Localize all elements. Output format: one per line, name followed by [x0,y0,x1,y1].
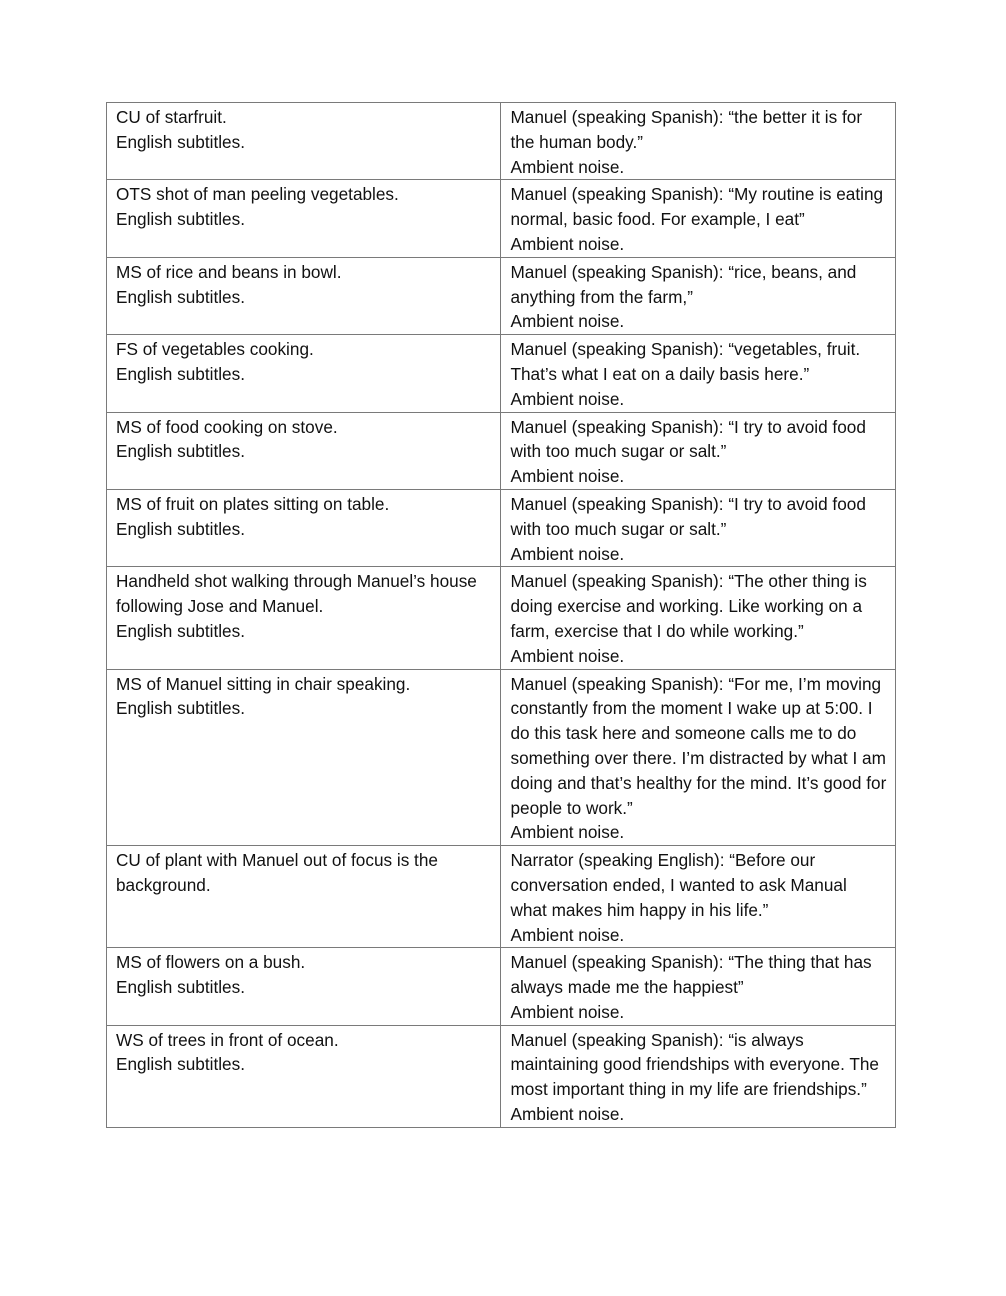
audio-cell: Manuel (speaking Spanish): “For me, I’m moving constantly from the moment I wake up at 5:00. I do this task here and someone calls me to do something over there. I’m distracted by what I am doing and that’s healthy for the mind. It’s good for people to work.” Ambient noise. [501,669,896,846]
audio-cell: Manuel (speaking Spanish): “My routine is eating normal, basic food. For example, I eat” Ambient noise. [501,180,896,257]
video-cell: FS of vegetables cooking. English subtitles. [107,335,501,412]
audio-cell: Manuel (speaking Spanish): “the better it is for the human body.” Ambient noise. [501,103,896,180]
video-cell: MS of rice and beans in bowl. English subtitles. [107,257,501,334]
table-row [107,567,896,669]
audio-cell: Narrator (speaking English): “Before our conversation ended, I wanted to ask Manual what makes him happy in his life.” Ambient noise. [501,846,896,948]
video-cell: WS of trees in front of ocean. English subtitles. [107,1025,501,1127]
video-cell: MS of flowers on a bush. English subtitles. [107,948,501,1025]
audio-cell: Manuel (speaking Spanish): “rice, beans, and anything from the farm,” Ambient noise. [501,257,896,334]
video-cell: CU of plant with Manuel out of focus is the background. [107,846,501,948]
table-row [107,948,896,1025]
video-cell: CU of starfruit. English subtitles. [107,103,501,180]
video-cell: MS of fruit on plates sitting on table. English subtitles. [107,489,501,566]
video-cell: MS of Manuel sitting in chair speaking. English subtitles. [107,669,501,846]
table-row [107,412,896,489]
table-row [107,257,896,334]
audio-cell: Manuel (speaking Spanish): “I try to avoid food with too much sugar or salt.” Ambient noise. [501,412,896,489]
audio-cell: Manuel (speaking Spanish): “vegetables, fruit. That’s what I eat on a daily basis here.” Ambient noise. [501,335,896,412]
audio-cell: Manuel (speaking Spanish): “I try to avoid food with too much sugar or salt.” Ambient noise. [501,489,896,566]
audio-cell: Manuel (speaking Spanish): “The other thing is doing exercise and working. Like working on a farm, exercise that I do while working.” Ambient noise. [501,567,896,669]
video-cell: OTS shot of man peeling vegetables. English subtitles. [107,180,501,257]
script-table [106,102,896,1128]
video-cell: Handheld shot walking through Manuel’s house following Jose and Manuel. English subtitles. [107,567,501,669]
table-row [107,669,896,846]
table-row [107,103,896,180]
video-cell: MS of food cooking on stove. English subtitles. [107,412,501,489]
table-row [107,1025,896,1127]
audio-cell: Manuel (speaking Spanish): “is always maintaining good friendships with everyone. The most important thing in my life are friendships.” Ambient noise. [501,1025,896,1127]
table-row [107,846,896,948]
audio-cell: Manuel (speaking Spanish): “The thing that has always made me the happiest” Ambient noise. [501,948,896,1025]
table-row [107,489,896,566]
table-row [107,180,896,257]
table-row [107,335,896,412]
